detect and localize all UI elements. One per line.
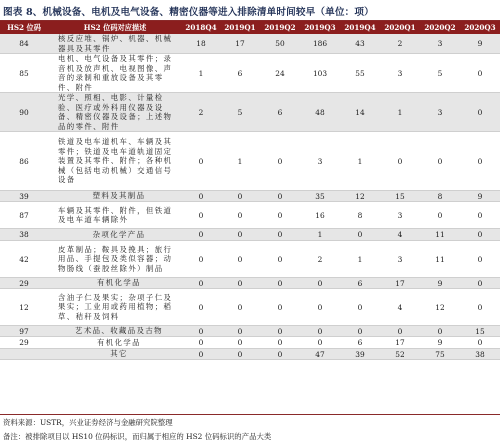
exclusion-table bbox=[0, 21, 500, 360]
source-note: 资料来源：USTR，兴业证券经济与金融研究院整理 bbox=[3, 418, 173, 427]
count-cell: 0 bbox=[260, 191, 300, 202]
count-cell: 0 bbox=[380, 132, 420, 191]
table-row bbox=[0, 349, 500, 360]
count-cell: 9 bbox=[460, 34, 500, 54]
hs2-code-cell: 42 bbox=[0, 241, 48, 278]
hs2-code-cell: 90 bbox=[0, 93, 48, 132]
count-cell: 16 bbox=[300, 202, 340, 229]
description-cell: 核反应堆、锅炉、机器、机械器具及其零件 bbox=[48, 34, 182, 54]
count-cell: 0 bbox=[260, 241, 300, 278]
count-cell: 6 bbox=[260, 93, 300, 132]
table-row bbox=[0, 34, 500, 54]
count-cell: 8 bbox=[340, 202, 380, 229]
table-row bbox=[0, 326, 500, 337]
count-cell: 1 bbox=[300, 229, 340, 241]
description-cell: 电机、电气设备及其零件；录音机及放声机、电视图像、声音的录制和重放设备及其零件、附件 bbox=[48, 54, 182, 93]
hs2-code-cell: 39 bbox=[0, 191, 48, 202]
count-cell: 0 bbox=[182, 349, 220, 360]
count-cell: 0 bbox=[340, 326, 380, 337]
count-cell: 2 bbox=[300, 241, 340, 278]
count-cell: 15 bbox=[380, 191, 420, 202]
count-cell: 103 bbox=[300, 54, 340, 93]
count-cell: 12 bbox=[340, 191, 380, 202]
count-cell: 1 bbox=[182, 54, 220, 93]
count-cell: 1 bbox=[340, 132, 380, 191]
table-row bbox=[0, 93, 500, 132]
description-cell: 艺术品、收藏品及古物 bbox=[48, 326, 182, 337]
description-cell: 杂项化学产品 bbox=[48, 229, 182, 241]
count-cell: 0 bbox=[380, 326, 420, 337]
count-cell: 186 bbox=[300, 34, 340, 54]
count-cell: 0 bbox=[340, 289, 380, 326]
count-cell: 3 bbox=[420, 93, 460, 132]
count-cell: 0 bbox=[260, 278, 300, 289]
count-cell: 0 bbox=[220, 337, 260, 349]
count-cell: 0 bbox=[300, 337, 340, 349]
header-2019q2: 2019Q2 bbox=[260, 21, 300, 34]
count-cell: 0 bbox=[220, 202, 260, 229]
count-cell: 3 bbox=[300, 132, 340, 191]
table-header-row bbox=[0, 21, 500, 34]
count-cell: 0 bbox=[220, 229, 260, 241]
count-cell: 0 bbox=[182, 191, 220, 202]
hs2-code-cell: 38 bbox=[0, 229, 48, 241]
header-2020q2: 2020Q2 bbox=[420, 21, 460, 34]
count-cell: 17 bbox=[380, 337, 420, 349]
table-body bbox=[0, 34, 500, 360]
count-cell: 0 bbox=[260, 326, 300, 337]
count-cell: 0 bbox=[182, 326, 220, 337]
count-cell: 14 bbox=[340, 93, 380, 132]
footer-divider bbox=[0, 414, 500, 415]
count-cell: 0 bbox=[460, 54, 500, 93]
count-cell: 0 bbox=[220, 278, 260, 289]
hs2-code-cell: 29 bbox=[0, 337, 48, 349]
count-cell: 0 bbox=[260, 337, 300, 349]
count-cell: 0 bbox=[220, 241, 260, 278]
count-cell: 0 bbox=[460, 278, 500, 289]
header-2019q1: 2019Q1 bbox=[220, 21, 260, 34]
count-cell: 6 bbox=[340, 337, 380, 349]
count-cell: 0 bbox=[260, 229, 300, 241]
count-cell: 0 bbox=[220, 289, 260, 326]
count-cell: 0 bbox=[460, 289, 500, 326]
count-cell: 0 bbox=[220, 326, 260, 337]
count-cell: 8 bbox=[420, 191, 460, 202]
count-cell: 0 bbox=[182, 202, 220, 229]
header-2019q4: 2019Q4 bbox=[340, 21, 380, 34]
table-row bbox=[0, 54, 500, 93]
header-2020q1: 2020Q1 bbox=[380, 21, 420, 34]
header-hs2-code: HS2 位码 bbox=[0, 21, 48, 34]
count-cell: 2 bbox=[182, 93, 220, 132]
description-cell: 光学、照相、电影、计量检验、医疗或外科用仪器及设备、精密仪器及设备；上述物品的零件、附件 bbox=[48, 93, 182, 132]
hs2-code-cell: 84 bbox=[0, 34, 48, 54]
hs2-code-cell: 29 bbox=[0, 278, 48, 289]
count-cell: 18 bbox=[182, 34, 220, 54]
count-cell: 9 bbox=[420, 337, 460, 349]
count-cell: 75 bbox=[420, 349, 460, 360]
count-cell: 1 bbox=[380, 93, 420, 132]
count-cell: 0 bbox=[340, 229, 380, 241]
count-cell: 0 bbox=[460, 229, 500, 241]
count-cell: 11 bbox=[420, 241, 460, 278]
count-cell: 5 bbox=[220, 93, 260, 132]
count-cell: 0 bbox=[300, 278, 340, 289]
count-cell: 0 bbox=[420, 202, 460, 229]
count-cell: 55 bbox=[340, 54, 380, 93]
table-row bbox=[0, 229, 500, 241]
count-cell: 1 bbox=[340, 241, 380, 278]
hs2-code-cell: 87 bbox=[0, 202, 48, 229]
count-cell: 2 bbox=[380, 34, 420, 54]
count-cell: 17 bbox=[380, 278, 420, 289]
table-row bbox=[0, 241, 500, 278]
table-row bbox=[0, 191, 500, 202]
count-cell: 0 bbox=[260, 349, 300, 360]
count-cell: 0 bbox=[220, 191, 260, 202]
count-cell: 3 bbox=[380, 241, 420, 278]
count-cell: 0 bbox=[420, 326, 460, 337]
description-cell: 有机化学品 bbox=[48, 337, 182, 349]
figure-title: 图表 8、机械设备、电机及电气设备、精密仪器等进入排除清单时间较早（单位：项） bbox=[3, 7, 374, 18]
count-cell: 50 bbox=[260, 34, 300, 54]
count-cell: 0 bbox=[460, 337, 500, 349]
count-cell: 3 bbox=[420, 34, 460, 54]
count-cell: 0 bbox=[182, 229, 220, 241]
count-cell: 0 bbox=[420, 132, 460, 191]
table-row bbox=[0, 289, 500, 326]
count-cell: 11 bbox=[420, 229, 460, 241]
description-cell: 其它 bbox=[48, 349, 182, 360]
table-row bbox=[0, 132, 500, 191]
count-cell: 5 bbox=[420, 54, 460, 93]
description-cell: 皮革制品；鞍具及挽具；旅行用品、手提包及类似容器；动物肠线（蚕胶丝除外）制品 bbox=[48, 241, 182, 278]
hs2-code-cell: 97 bbox=[0, 326, 48, 337]
hs2-code-cell: 12 bbox=[0, 289, 48, 326]
count-cell: 0 bbox=[182, 132, 220, 191]
count-cell: 35 bbox=[300, 191, 340, 202]
description-cell: 塑料及其制品 bbox=[48, 191, 182, 202]
header-2018q4: 2018Q4 bbox=[182, 21, 220, 34]
count-cell: 0 bbox=[300, 326, 340, 337]
count-cell: 17 bbox=[220, 34, 260, 54]
count-cell: 0 bbox=[260, 289, 300, 326]
count-cell: 52 bbox=[380, 349, 420, 360]
count-cell: 0 bbox=[182, 289, 220, 326]
table-row bbox=[0, 278, 500, 289]
header-2020q3: 2020Q3 bbox=[460, 21, 500, 34]
count-cell: 6 bbox=[340, 278, 380, 289]
count-cell: 0 bbox=[182, 278, 220, 289]
description-cell: 铁道及电车道机车、车辆及其零件；铁道及电车道轨道固定装置及其零件、附件；各种机械（包括电动机械）交通信号设备 bbox=[48, 132, 182, 191]
header-2019q3: 2019Q3 bbox=[300, 21, 340, 34]
count-cell: 4 bbox=[380, 229, 420, 241]
hs2-code-cell: 85 bbox=[0, 54, 48, 93]
remark-note: 备注：被排除项目以 HS10 位码标识，而归属于相应的 HS2 位码标识的产品大类 bbox=[3, 432, 272, 441]
count-cell: 4 bbox=[380, 289, 420, 326]
count-cell: 0 bbox=[300, 289, 340, 326]
count-cell: 39 bbox=[340, 349, 380, 360]
table-row bbox=[0, 202, 500, 229]
count-cell: 15 bbox=[460, 326, 500, 337]
table-row bbox=[0, 337, 500, 349]
count-cell: 9 bbox=[420, 278, 460, 289]
count-cell: 0 bbox=[220, 349, 260, 360]
count-cell: 0 bbox=[182, 337, 220, 349]
count-cell: 3 bbox=[380, 202, 420, 229]
header-description: HS2 位码对应描述 bbox=[48, 21, 182, 34]
description-cell: 含油子仁及果实；杂项子仁及果实；工业用或药用植物；稻草、秸秆及饲料 bbox=[48, 289, 182, 326]
count-cell: 9 bbox=[460, 191, 500, 202]
description-cell: 有机化学品 bbox=[48, 278, 182, 289]
hs2-code-cell bbox=[0, 349, 48, 360]
count-cell: 3 bbox=[380, 54, 420, 93]
count-cell: 0 bbox=[260, 132, 300, 191]
hs2-code-cell: 86 bbox=[0, 132, 48, 191]
count-cell: 0 bbox=[460, 132, 500, 191]
count-cell: 24 bbox=[260, 54, 300, 93]
count-cell: 43 bbox=[340, 34, 380, 54]
description-cell: 车辆及其零件、附件，但铁道及电车道车辆除外 bbox=[48, 202, 182, 229]
count-cell: 0 bbox=[260, 202, 300, 229]
count-cell: 48 bbox=[300, 93, 340, 132]
count-cell: 0 bbox=[460, 241, 500, 278]
count-cell: 0 bbox=[460, 202, 500, 229]
count-cell: 6 bbox=[220, 54, 260, 93]
count-cell: 47 bbox=[300, 349, 340, 360]
count-cell: 12 bbox=[420, 289, 460, 326]
count-cell: 0 bbox=[182, 241, 220, 278]
count-cell: 1 bbox=[220, 132, 260, 191]
count-cell: 38 bbox=[460, 349, 500, 360]
count-cell: 0 bbox=[460, 93, 500, 132]
